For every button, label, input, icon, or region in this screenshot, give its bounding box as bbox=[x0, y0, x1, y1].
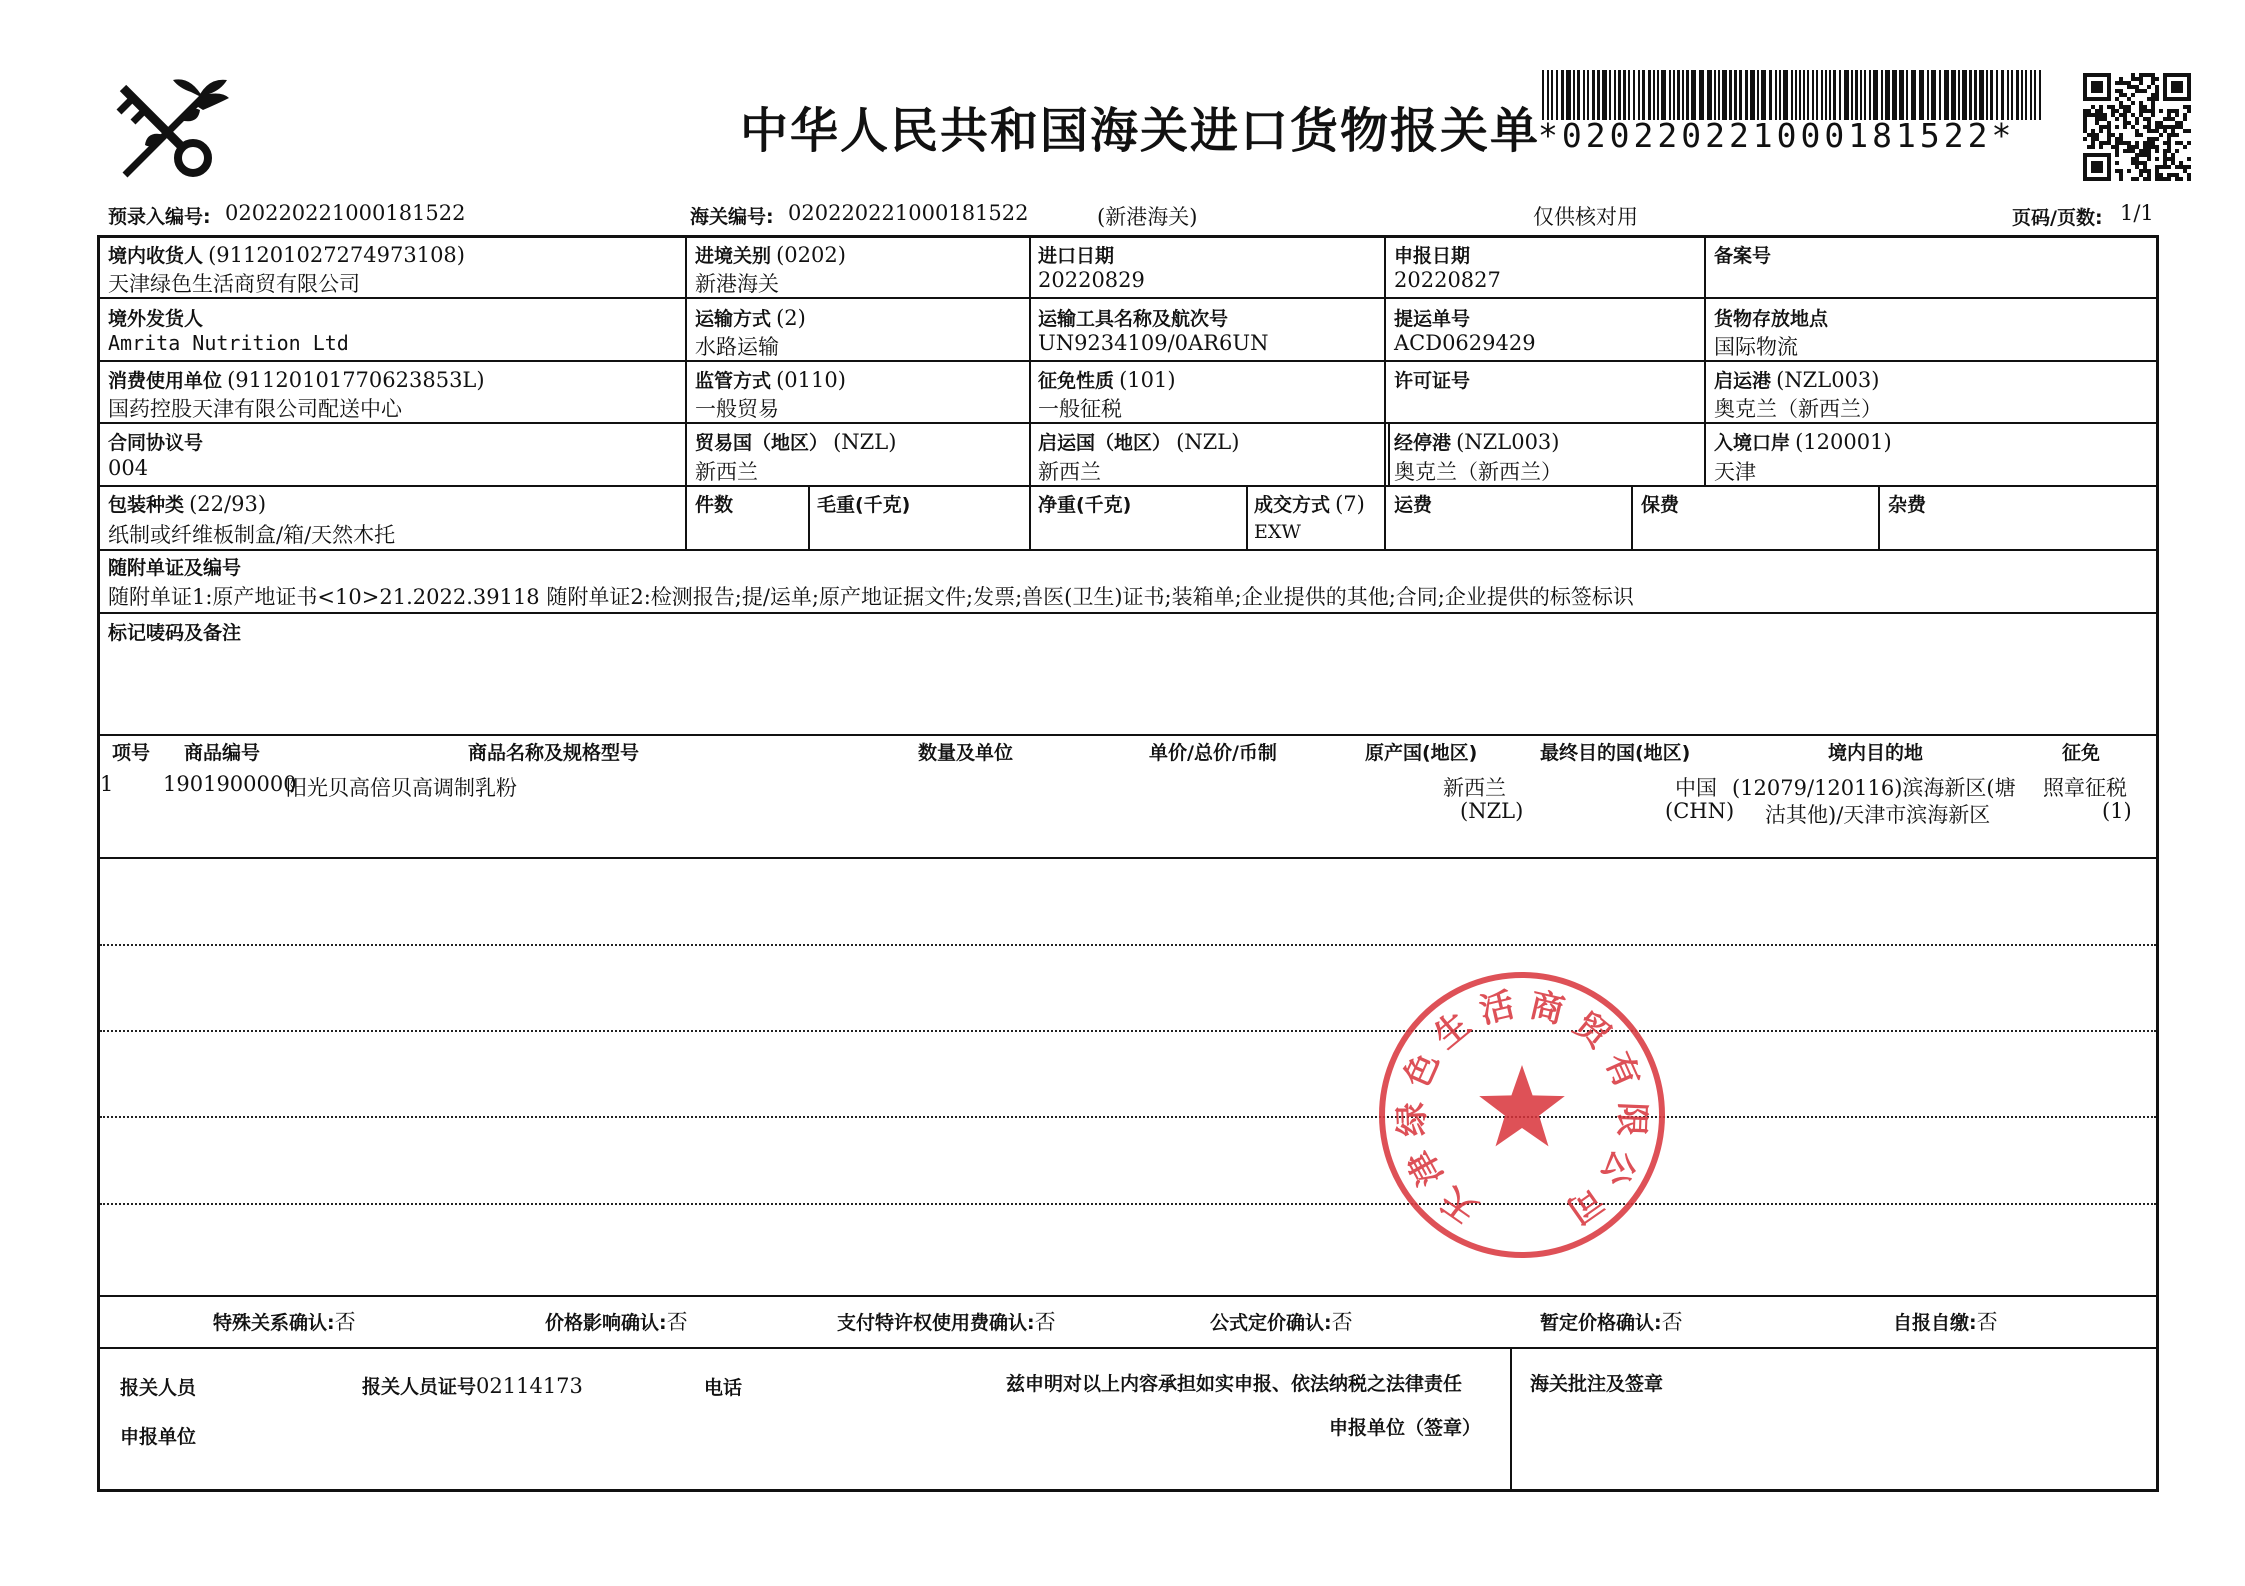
misc-label: 杂费 bbox=[1888, 494, 1927, 516]
svg-text:色: 色 bbox=[1396, 1046, 1448, 1094]
net-label: 净重(千克) bbox=[1038, 494, 1132, 516]
formula-value: 否 bbox=[1331, 1310, 1353, 1334]
dep-country-code: (NZL) bbox=[1176, 430, 1240, 454]
svg-text:活: 活 bbox=[1475, 984, 1519, 1032]
declarer-label: 报关人员 bbox=[120, 1377, 197, 1399]
customs-approval-label: 海关批注及签章 bbox=[1530, 1373, 1664, 1395]
goods-dest-name: 中国 bbox=[1675, 776, 1717, 800]
entry-customs-name: 新港海关 bbox=[695, 272, 779, 296]
royalty-value: 否 bbox=[1034, 1310, 1056, 1334]
svg-text:天: 天 bbox=[1433, 1178, 1485, 1231]
svg-text:有: 有 bbox=[1596, 1046, 1648, 1094]
stop-port-code: (NZL003) bbox=[1456, 430, 1560, 454]
docs-label: 随附单证及编号 bbox=[108, 557, 242, 579]
contract-no: 004 bbox=[108, 456, 149, 480]
consumer-name: 国药控股天津有限公司配送中心 bbox=[108, 397, 402, 421]
insurance-label: 保费 bbox=[1641, 494, 1680, 516]
svg-text:绿: 绿 bbox=[1391, 1101, 1434, 1138]
provisional-value: 否 bbox=[1661, 1310, 1683, 1334]
vessel-label: 运输工具名称及航次号 bbox=[1038, 308, 1229, 330]
unit-seal-label: 申报单位（签章） bbox=[1329, 1417, 1482, 1439]
customs-no-label: 海关编号: bbox=[690, 206, 774, 228]
self-pay-value: 否 bbox=[1976, 1310, 1998, 1334]
svg-text:津: 津 bbox=[1400, 1143, 1452, 1193]
stop-port-label: 经停港 bbox=[1394, 432, 1452, 454]
page-label: 页码/页数: bbox=[2012, 207, 2103, 229]
trade-country-code: (NZL) bbox=[833, 430, 897, 454]
customs-logo bbox=[105, 70, 230, 185]
consumer-label: 消费使用单位 bbox=[108, 370, 223, 392]
col-qty-unit: 数量及单位 bbox=[918, 742, 1014, 764]
svg-text:贸: 贸 bbox=[1565, 1004, 1618, 1057]
supervision-code: (0110) bbox=[776, 368, 846, 392]
company-seal bbox=[1372, 965, 1672, 1265]
barcode-graphic bbox=[1538, 70, 2048, 120]
svg-text:生: 生 bbox=[1426, 1004, 1479, 1057]
license-label: 许可证号 bbox=[1394, 370, 1471, 392]
entry-port-code: (120001) bbox=[1795, 430, 1892, 454]
levy-name: 一般征税 bbox=[1038, 397, 1122, 421]
dep-country-name: 新西兰 bbox=[1038, 460, 1101, 484]
goods-origin-name: 新西兰 bbox=[1443, 776, 1506, 800]
docs-value: 随附单证1:原产地证书<10>21.2022.39118 随附单证2:检测报告;提/运单;原产地证据文件;发票;兽医(卫生)证书;装箱单;企业提供的其他;合同;企业提供的标签标识 bbox=[108, 585, 1634, 609]
pack-code: (22/93) bbox=[189, 492, 267, 516]
supervision-name: 一般贸易 bbox=[695, 397, 779, 421]
import-date: 20220829 bbox=[1038, 268, 1145, 292]
stop-port-name: 奥克兰（新西兰） bbox=[1394, 460, 1562, 484]
declare-date: 20220827 bbox=[1394, 268, 1501, 292]
col-hs-code: 商品编号 bbox=[184, 742, 261, 764]
barcode-number: *020220221000181522* bbox=[1538, 116, 2016, 155]
deal-name: EXW bbox=[1254, 521, 1301, 543]
entry-customs-label: 进境关别 bbox=[695, 245, 772, 267]
price-confirm-value: 否 bbox=[666, 1310, 688, 1334]
review-note: 仅供核对用 bbox=[1533, 205, 1638, 229]
qr-code-icon bbox=[2083, 73, 2191, 181]
consignee-name: 天津绿色生活商贸有限公司 bbox=[108, 272, 360, 296]
record-no-label: 备案号 bbox=[1714, 245, 1772, 267]
storage-value: 国际物流 bbox=[1714, 335, 1798, 359]
svg-text:公: 公 bbox=[1592, 1143, 1644, 1193]
col-domestic-dest: 境内目的地 bbox=[1828, 742, 1924, 764]
declare-date-label: 申报日期 bbox=[1394, 245, 1471, 267]
entry-port-name: 天津 bbox=[1714, 460, 1756, 484]
preentry-value: 020220221000181522 bbox=[225, 201, 466, 225]
consignor-name: Amrita Nutrition Ltd bbox=[108, 331, 349, 355]
self-pay-label: 自报自缴: bbox=[1893, 1312, 1977, 1334]
storage-label: 货物存放地点 bbox=[1714, 308, 1829, 330]
dep-port-name: 奥克兰（新西兰） bbox=[1714, 397, 1882, 421]
barcode bbox=[1538, 70, 2048, 120]
deal-code: (7) bbox=[1335, 492, 1365, 516]
vessel-value: UN9234109/0AR6UN bbox=[1038, 331, 1269, 355]
transport-label: 运输方式 bbox=[695, 308, 772, 330]
levy-code: (101) bbox=[1119, 368, 1176, 392]
goods-exempt-line1: 照章征税 bbox=[2043, 776, 2127, 800]
entry-customs-code: (0202) bbox=[776, 243, 846, 267]
transport-code: (2) bbox=[776, 306, 806, 330]
col-name-spec: 商品名称及规格型号 bbox=[468, 742, 640, 764]
transport-name: 水路运输 bbox=[695, 335, 779, 359]
qr-code bbox=[2083, 73, 2191, 181]
red-seal-stamp bbox=[1372, 965, 1672, 1265]
goods-item-no: 1 bbox=[100, 772, 114, 796]
goods-domestic-line2: 沽其他)/天津市滨海新区 bbox=[1765, 803, 1991, 827]
import-date-label: 进口日期 bbox=[1038, 245, 1115, 267]
svg-text:司: 司 bbox=[1559, 1178, 1611, 1231]
goods-name: 阳光贝高倍贝高调制乳粉 bbox=[286, 776, 517, 800]
phone-label: 电话 bbox=[704, 1377, 743, 1399]
col-price: 单价/总价/币制 bbox=[1149, 742, 1277, 764]
gross-label: 毛重(千克) bbox=[817, 494, 911, 516]
unit-label: 申报单位 bbox=[120, 1426, 197, 1448]
bl-label: 提运单号 bbox=[1394, 308, 1471, 330]
statement-text: 兹申明对以上内容承担如实申报、依法纳税之法律责任 bbox=[1006, 1373, 1463, 1395]
price-confirm-label: 价格影响确认: bbox=[545, 1312, 667, 1334]
consignee-code: (911201027274973108) bbox=[208, 243, 465, 267]
supervision-label: 监管方式 bbox=[695, 370, 772, 392]
svg-text:限: 限 bbox=[1610, 1101, 1653, 1138]
col-item-no: 项号 bbox=[112, 742, 151, 764]
special-value: 否 bbox=[334, 1310, 356, 1334]
formula-label: 公式定价确认: bbox=[1210, 1312, 1332, 1334]
dep-port-code: (NZL003) bbox=[1776, 368, 1880, 392]
goods-domestic-line1: (12079/120116)滨海新区(塘 bbox=[1732, 776, 2016, 800]
declarer-cert-value: 02114173 bbox=[476, 1374, 583, 1398]
page-title: 中华人民共和国海关进口货物报关单 bbox=[740, 103, 1541, 159]
dep-country-label: 启运国（地区） bbox=[1038, 432, 1172, 454]
entry-port-label: 入境口岸 bbox=[1714, 432, 1791, 454]
customs-no-value: 020220221000181522 bbox=[788, 201, 1029, 225]
customs-emblem-icon bbox=[105, 70, 230, 185]
provisional-label: 暂定价格确认: bbox=[1540, 1312, 1662, 1334]
goods-dest-code: (CHN) bbox=[1665, 799, 1735, 823]
page-value: 1/1 bbox=[2120, 201, 2154, 225]
customs-office: (新港海关) bbox=[1097, 205, 1198, 229]
trade-country-label: 贸易国（地区） bbox=[695, 432, 829, 454]
consignee-label: 境内收货人 bbox=[108, 245, 204, 267]
consumer-code: (91120101770623853L) bbox=[227, 368, 485, 392]
bl-no: ACD0629429 bbox=[1394, 331, 1536, 355]
col-origin: 原产国(地区) bbox=[1365, 742, 1478, 764]
royalty-label: 支付特许权使用费确认: bbox=[837, 1312, 1035, 1334]
preentry-label: 预录入编号: bbox=[108, 206, 211, 228]
special-label: 特殊关系确认: bbox=[213, 1312, 335, 1334]
goods-hs-code: 1901900000 bbox=[163, 772, 297, 796]
pack-label: 包装种类 bbox=[108, 494, 185, 516]
declarer-cert-label: 报关人员证号 bbox=[362, 1376, 477, 1398]
freight-label: 运费 bbox=[1394, 494, 1433, 516]
deal-label: 成交方式 bbox=[1254, 494, 1331, 516]
dep-port-label: 启运港 bbox=[1714, 370, 1772, 392]
svg-text:商: 商 bbox=[1525, 984, 1569, 1032]
pack-name: 纸制或纤维板制盒/箱/天然木托 bbox=[108, 523, 396, 547]
col-exemption: 征免 bbox=[2062, 742, 2101, 764]
consignor-label: 境外发货人 bbox=[108, 308, 204, 330]
goods-origin-code: (NZL) bbox=[1460, 799, 1524, 823]
pieces-label: 件数 bbox=[695, 494, 734, 516]
marks-label: 标记唛码及备注 bbox=[108, 622, 242, 644]
contract-label: 合同协议号 bbox=[108, 432, 204, 454]
col-final-dest: 最终目的国(地区) bbox=[1540, 742, 1691, 764]
goods-exempt-line2: (1) bbox=[2102, 799, 2132, 823]
trade-country-name: 新西兰 bbox=[695, 460, 758, 484]
levy-label: 征免性质 bbox=[1038, 370, 1115, 392]
